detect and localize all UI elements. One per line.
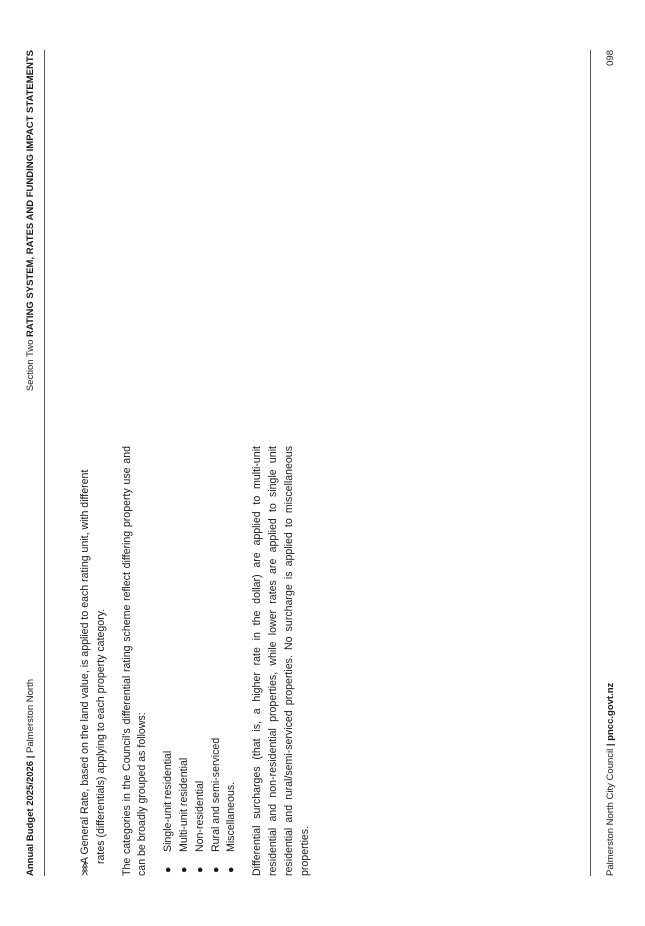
footer-separator: |	[605, 740, 616, 747]
arrow-list-item	[78, 446, 110, 876]
categories-paragraph: The categories in the Council’s differential rating scheme reflect differing property use and can be broadly grouped as follows:	[120, 446, 149, 876]
list-item-label: Non-residential	[193, 780, 206, 852]
surcharge-paragraph: Differential surcharges (that is, a higher rate in the dollar) are applied to multi-unit residential and non-residential properties, while lower rates are applied to single unit residential and rural/semi-serviced properties. No surcharge is applied to miscellaneous properties.	[251, 446, 311, 876]
header-separator: |	[25, 752, 36, 759]
bullet-dot-icon: ●	[209, 866, 222, 873]
header-city: Palmerston North	[25, 679, 36, 753]
list-item	[224, 446, 240, 876]
bullet-dot-icon: ●	[193, 866, 206, 873]
bullet-dot-icon: ●	[162, 866, 175, 873]
bullet-dot-icon: ●	[225, 866, 238, 873]
document-title: Annual Budget 2025/2026	[25, 760, 36, 876]
list-item	[177, 446, 193, 876]
footer-divider	[590, 50, 591, 876]
general-rate-text: A General Rate, based on the land value, is applied to each rating unit, with different rates (differentials) applying to each property category.	[79, 469, 107, 864]
footer-left	[605, 683, 616, 876]
list-item-label: Single-unit residential	[162, 750, 175, 852]
main-content	[78, 446, 313, 876]
header-right	[25, 50, 36, 391]
section-prefix: Section Two	[25, 336, 36, 392]
list-item-label: Miscellaneous.	[225, 781, 238, 852]
bullet-dot-icon: ●	[177, 866, 190, 873]
list-item	[209, 446, 225, 876]
section-title: RATING SYSTEM, RATES AND FUNDING IMPACT STATEMENTS	[25, 50, 36, 337]
header-divider	[44, 50, 45, 876]
category-list	[161, 446, 240, 876]
double-chevron-arrow-icon: ⋙	[80, 861, 91, 876]
list-item	[193, 446, 209, 876]
list-item-label: Multi-unit residential	[177, 757, 190, 852]
list-item-label: Rural and semi-serviced	[209, 737, 222, 852]
website-link[interactable]: pncc.govt.nz	[605, 682, 616, 741]
page-number: 098	[605, 50, 616, 66]
header-left	[25, 679, 36, 876]
council-name: Palmerston North City Council	[605, 748, 616, 876]
list-item	[161, 446, 177, 876]
